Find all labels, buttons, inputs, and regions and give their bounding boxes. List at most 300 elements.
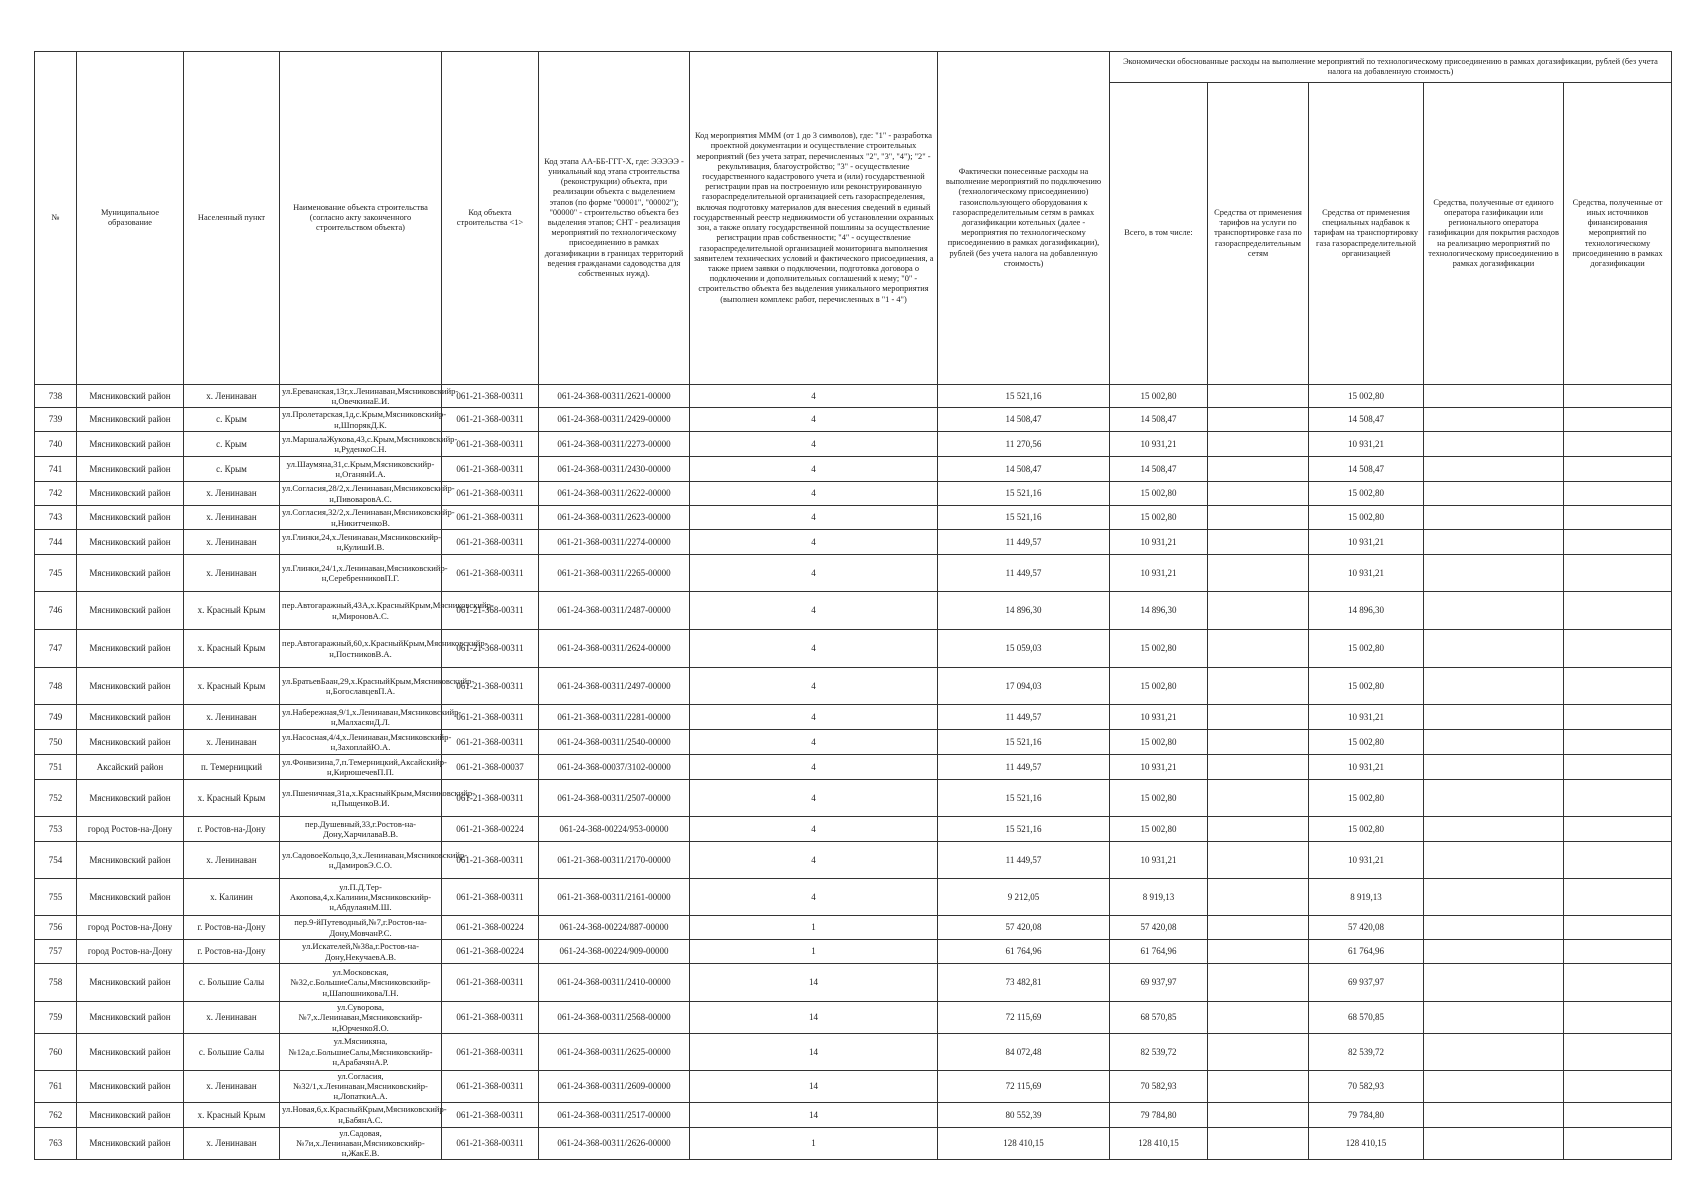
activity-code-cell: 4 <box>690 817 938 842</box>
table-row <box>35 817 1672 842</box>
object-name-cell: ул.Согласия,32/2,х.Ленинаван,Мясниковскийр-н,НикитченкоВ. <box>280 506 442 530</box>
costs-table <box>34 51 1672 1160</box>
settlement-cell: х. Ленинаван <box>184 730 280 755</box>
settlement-cell: г. Ростов-на-Дону <box>184 817 280 842</box>
operator-cell <box>1424 506 1564 530</box>
municipality-cell: Мясниковский район <box>77 555 184 592</box>
activity-code-cell: 1 <box>690 940 938 964</box>
settlement-cell: г. Ростов-на-Дону <box>184 916 280 940</box>
surcharge-cell: 128 410,15 <box>1309 1127 1424 1159</box>
stage-code-cell: 061-21-368-00311/2170-00000 <box>539 842 690 879</box>
row-number: 746 <box>35 592 77 630</box>
settlement-cell: х. Ленинаван <box>184 555 280 592</box>
total-cell: 15 002,80 <box>1110 385 1208 408</box>
operator-cell <box>1424 1127 1564 1159</box>
table-row <box>35 940 1672 964</box>
operator-cell <box>1424 842 1564 879</box>
operator-cell <box>1424 555 1564 592</box>
header-actual-costs: Фактически понесенные расходы на выполнение мероприятий по подключению (технологическому присоединению) газоиспользующего оборудования к газораспределительным сетям в рамках догазификации котельных (далее - мероприятия по технологическому присоединению в рамках догазификации), рублей (без учета налога на добавленную стоимость) <box>938 52 1110 385</box>
activity-code-cell: 4 <box>690 592 938 630</box>
activity-code-cell: 4 <box>690 506 938 530</box>
surcharge-cell: 14 508,47 <box>1309 408 1424 432</box>
other-cell <box>1564 457 1672 482</box>
row-number: 744 <box>35 530 77 555</box>
object-code-cell: 061-21-368-00311 <box>442 1002 539 1034</box>
operator-cell <box>1424 916 1564 940</box>
object-name-cell: ул.Фонвизина,7,п.Темерницкий,Аксайскийр-н,КирюшечевП.П. <box>280 755 442 780</box>
total-cell: 10 931,21 <box>1110 530 1208 555</box>
object-code-cell: 061-21-368-00224 <box>442 940 539 964</box>
actual-costs-cell: 11 449,57 <box>938 530 1110 555</box>
stage-code-cell: 061-21-368-00311/2281-00000 <box>539 705 690 730</box>
table-row <box>35 916 1672 940</box>
surcharge-cell: 61 764,96 <box>1309 940 1424 964</box>
object-name-cell: ул.П.Д.Тер-Акопова,4,х.Калинин,Мясниковскийр-н,АбдулаянМ.Ш. <box>280 879 442 916</box>
settlement-cell: х. Красный Крым <box>184 668 280 705</box>
tariff-cell <box>1208 780 1309 817</box>
stage-code-cell: 061-24-368-00311/2621-00000 <box>539 385 690 408</box>
surcharge-cell: 15 002,80 <box>1309 817 1424 842</box>
header-activity-code: Код мероприятия МММ (от 1 до 3 символов), где: "1" - разработка проектной документации и осуществление строительных мероприятий (без учета затрат, перечисленных "2", "3", "4"); "2" - рекультивация, благоустройство; "3" - осуществление государственного кадастрового учета и (или) государственной регистрации прав на построенную или реконструированную газораспределительной организацией сеть газораспределения, включая подготовку материалов для внесения сведений в единый государственный реестр недвижимости об установлении охранных зон, а также оплату государственной пошлины за осуществление регистрации прав собственности; "4" - осуществление газораспределительной организацией мониторинга выполнения заявителем технических условий и фактического присоединения, а также прием заявки о подключении, подготовка договора о подключении и дополнительных соглашений к нему; "0" - строительство объекта без выделения уникального мероприятия (выполнен комплекс работ, перечисленных в "1 - 4") <box>690 52 938 385</box>
stage-code-cell: 061-24-368-00311/2568-00000 <box>539 1002 690 1034</box>
object-code-cell: 061-21-368-00224 <box>442 916 539 940</box>
activity-code-cell: 14 <box>690 1002 938 1034</box>
object-code-cell: 061-21-368-00311 <box>442 482 539 506</box>
row-number: 753 <box>35 817 77 842</box>
operator-cell <box>1424 482 1564 506</box>
table-row <box>35 592 1672 630</box>
surcharge-cell: 15 002,80 <box>1309 506 1424 530</box>
header-stage-code: Код этапа АА-ББ-ГГГ-Х, где: ЭЭЭЭЭ - уникальный код этапа строительства (реконструкции) объекта, при реализации объекта с выделением этапов (по форме "00001", "00002"); "00000" - строительство объекта без выделения этапов; СНТ - реализация мероприятий по технологическому присоединению в рамках догазификации в границах территорий ведения гражданами садоводства для собственных нужд). <box>539 52 690 385</box>
tariff-cell <box>1208 457 1309 482</box>
actual-costs-cell: 128 410,15 <box>938 1127 1110 1159</box>
settlement-cell: с. Большие Салы <box>184 964 280 1002</box>
operator-cell <box>1424 1002 1564 1034</box>
surcharge-cell: 14 896,30 <box>1309 592 1424 630</box>
header-object-code: Код объекта строительства <1> <box>442 52 539 385</box>
table-row <box>35 1002 1672 1034</box>
operator-cell <box>1424 592 1564 630</box>
table-row <box>35 1102 1672 1127</box>
other-cell <box>1564 817 1672 842</box>
table-row <box>35 432 1672 457</box>
tariff-cell <box>1208 879 1309 916</box>
total-cell: 15 002,80 <box>1110 730 1208 755</box>
actual-costs-cell: 72 115,69 <box>938 1002 1110 1034</box>
object-name-cell: пер.Автогаражный,43А,х.КрасныйКрым,Мясниковскийр-н,МироновА.С. <box>280 592 442 630</box>
tariff-cell <box>1208 964 1309 1002</box>
other-cell <box>1564 506 1672 530</box>
row-number: 760 <box>35 1033 77 1070</box>
object-name-cell: ул.Согласия,28/2,х.Ленинаван,Мясниковскийр-н,ПивоваровА.С. <box>280 482 442 506</box>
tariff-cell <box>1208 482 1309 506</box>
surcharge-cell: 57 420,08 <box>1309 916 1424 940</box>
activity-code-cell: 1 <box>690 1127 938 1159</box>
row-number: 761 <box>35 1070 77 1102</box>
municipality-cell: город Ростов-на-Дону <box>77 940 184 964</box>
surcharge-cell: 10 931,21 <box>1309 705 1424 730</box>
tariff-cell <box>1208 385 1309 408</box>
surcharge-cell: 10 931,21 <box>1309 530 1424 555</box>
total-cell: 10 931,21 <box>1110 432 1208 457</box>
total-cell: 15 002,80 <box>1110 482 1208 506</box>
table-row <box>35 780 1672 817</box>
activity-code-cell: 14 <box>690 964 938 1002</box>
object-name-cell: ул.Садовая,№7и,х.Ленинаван,Мясниковскийр-н,ЖакЕ.В. <box>280 1127 442 1159</box>
row-number: 748 <box>35 668 77 705</box>
stage-code-cell: 061-24-368-00311/2429-00000 <box>539 408 690 432</box>
object-name-cell: пер.Автогаражный,60,х.КрасныйКрым,Мясниковскийр-н,ПостниковВ.А. <box>280 630 442 668</box>
tariff-cell <box>1208 630 1309 668</box>
table-row <box>35 1033 1672 1070</box>
surcharge-cell: 15 002,80 <box>1309 630 1424 668</box>
surcharge-cell: 8 919,13 <box>1309 879 1424 916</box>
operator-cell <box>1424 780 1564 817</box>
object-code-cell: 061-21-368-00311 <box>442 705 539 730</box>
actual-costs-cell: 14 508,47 <box>938 457 1110 482</box>
settlement-cell: х. Красный Крым <box>184 592 280 630</box>
row-number: 749 <box>35 705 77 730</box>
tariff-cell <box>1208 842 1309 879</box>
object-code-cell: 061-21-368-00311 <box>442 1033 539 1070</box>
table-row <box>35 964 1672 1002</box>
municipality-cell: Мясниковский район <box>77 1102 184 1127</box>
actual-costs-cell: 57 420,08 <box>938 916 1110 940</box>
table-row <box>35 1127 1672 1159</box>
row-number: 756 <box>35 916 77 940</box>
surcharge-cell: 15 002,80 <box>1309 668 1424 705</box>
row-number: 751 <box>35 755 77 780</box>
row-number: 739 <box>35 408 77 432</box>
surcharge-cell: 79 784,80 <box>1309 1102 1424 1127</box>
actual-costs-cell: 15 059,03 <box>938 630 1110 668</box>
operator-cell <box>1424 1070 1564 1102</box>
header-object-name: Наименование объекта строительства (согласно акту законченного строительством объекта) <box>280 52 442 385</box>
operator-cell <box>1424 668 1564 705</box>
other-cell <box>1564 755 1672 780</box>
total-cell: 10 931,21 <box>1110 755 1208 780</box>
tariff-cell <box>1208 1102 1309 1127</box>
municipality-cell: Мясниковский район <box>77 1070 184 1102</box>
total-cell: 10 931,21 <box>1110 705 1208 730</box>
row-number: 741 <box>35 457 77 482</box>
object-name-cell: ул.Новая,6,х.КрасныйКрым,Мясниковскийр-н,БабянА.С. <box>280 1102 442 1127</box>
object-code-cell: 061-21-368-00311 <box>442 530 539 555</box>
row-number: 743 <box>35 506 77 530</box>
object-code-cell: 061-21-368-00311 <box>442 780 539 817</box>
other-cell <box>1564 630 1672 668</box>
operator-cell <box>1424 530 1564 555</box>
stage-code-cell: 061-21-368-00311/2265-00000 <box>539 555 690 592</box>
municipality-cell: Мясниковский район <box>77 879 184 916</box>
activity-code-cell: 4 <box>690 482 938 506</box>
object-name-cell: ул.Шаумяна,31,с.Крым,Мясниковскийр-н,ОганянИ.А. <box>280 457 442 482</box>
row-number: 754 <box>35 842 77 879</box>
total-cell: 128 410,15 <box>1110 1127 1208 1159</box>
stage-code-cell: 061-24-368-00311/2622-00000 <box>539 482 690 506</box>
total-cell: 8 919,13 <box>1110 879 1208 916</box>
surcharge-cell: 10 931,21 <box>1309 755 1424 780</box>
actual-costs-cell: 84 072,48 <box>938 1033 1110 1070</box>
activity-code-cell: 1 <box>690 916 938 940</box>
object-name-cell: ул.МаршалаЖукова,43,с.Крым,Мясниковскийр-н,РуденкоС.Н. <box>280 432 442 457</box>
table-row <box>35 1070 1672 1102</box>
stage-code-cell: 061-24-368-00311/2623-00000 <box>539 506 690 530</box>
settlement-cell: с. Крым <box>184 432 280 457</box>
settlement-cell: х. Красный Крым <box>184 630 280 668</box>
table-row <box>35 408 1672 432</box>
total-cell: 57 420,08 <box>1110 916 1208 940</box>
other-cell <box>1564 385 1672 408</box>
table-row <box>35 506 1672 530</box>
object-code-cell: 061-21-368-00311 <box>442 1127 539 1159</box>
municipality-cell: город Ростов-на-Дону <box>77 916 184 940</box>
settlement-cell: п. Темерницкий <box>184 755 280 780</box>
header-total: Всего, в том числе: <box>1110 83 1208 385</box>
stage-code-cell: 061-24-368-00311/2540-00000 <box>539 730 690 755</box>
stage-code-cell: 061-24-368-00311/2609-00000 <box>539 1070 690 1102</box>
other-cell <box>1564 780 1672 817</box>
stage-code-cell: 061-24-368-00311/2625-00000 <box>539 1033 690 1070</box>
settlement-cell: х. Ленинаван <box>184 385 280 408</box>
object-code-cell: 061-21-368-00224 <box>442 817 539 842</box>
total-cell: 15 002,80 <box>1110 817 1208 842</box>
actual-costs-cell: 14 896,30 <box>938 592 1110 630</box>
actual-costs-cell: 11 449,57 <box>938 755 1110 780</box>
row-number: 752 <box>35 780 77 817</box>
object-name-cell: ул.БратьевБаан,29,х.КрасныйКрым,Мясниковскийр-н,БогославцевП.А. <box>280 668 442 705</box>
table-row <box>35 842 1672 879</box>
other-cell <box>1564 842 1672 879</box>
operator-cell <box>1424 630 1564 668</box>
activity-code-cell: 4 <box>690 755 938 780</box>
actual-costs-cell: 80 552,39 <box>938 1102 1110 1127</box>
other-cell <box>1564 705 1672 730</box>
total-cell: 15 002,80 <box>1110 780 1208 817</box>
municipality-cell: Мясниковский район <box>77 385 184 408</box>
municipality-cell: Мясниковский район <box>77 705 184 730</box>
settlement-cell: х. Калинин <box>184 879 280 916</box>
stage-code-cell: 061-24-368-00224/909-00000 <box>539 940 690 964</box>
stage-code-cell: 061-24-368-00311/2517-00000 <box>539 1102 690 1127</box>
object-code-cell: 061-21-368-00311 <box>442 408 539 432</box>
other-cell <box>1564 555 1672 592</box>
row-number: 738 <box>35 385 77 408</box>
object-code-cell: 061-21-368-00037 <box>442 755 539 780</box>
stage-code-cell: 061-24-368-00037/3102-00000 <box>539 755 690 780</box>
object-name-cell: ул.Искателей,№38а,г.Ростов-на-Дону,НекучаевА.В. <box>280 940 442 964</box>
other-cell <box>1564 432 1672 457</box>
other-cell <box>1564 668 1672 705</box>
object-code-cell: 061-21-368-00311 <box>442 1102 539 1127</box>
operator-cell <box>1424 1102 1564 1127</box>
operator-cell <box>1424 879 1564 916</box>
header-other: Средства, полученные от иных источников финансирования мероприятий по технологическому присоединению в рамках догазификации <box>1564 83 1672 385</box>
total-cell: 14 896,30 <box>1110 592 1208 630</box>
tariff-cell <box>1208 555 1309 592</box>
settlement-cell: с. Крым <box>184 457 280 482</box>
settlement-cell: г. Ростов-на-Дону <box>184 940 280 964</box>
tariff-cell <box>1208 1070 1309 1102</box>
stage-code-cell: 061-24-368-00224/953-00000 <box>539 817 690 842</box>
object-code-cell: 061-21-368-00311 <box>442 432 539 457</box>
activity-code-cell: 4 <box>690 705 938 730</box>
municipality-cell: Мясниковский район <box>77 630 184 668</box>
tariff-cell <box>1208 530 1309 555</box>
object-code-cell: 061-21-368-00311 <box>442 555 539 592</box>
other-cell <box>1564 408 1672 432</box>
settlement-cell: х. Ленинаван <box>184 705 280 730</box>
other-cell <box>1564 1002 1672 1034</box>
row-number: 763 <box>35 1127 77 1159</box>
stage-code-cell: 061-21-368-00311/2274-00000 <box>539 530 690 555</box>
activity-code-cell: 4 <box>690 385 938 408</box>
table-row <box>35 755 1672 780</box>
actual-costs-cell: 17 094,03 <box>938 668 1110 705</box>
municipality-cell: Мясниковский район <box>77 780 184 817</box>
tariff-cell <box>1208 592 1309 630</box>
settlement-cell: х. Красный Крым <box>184 780 280 817</box>
operator-cell <box>1424 408 1564 432</box>
row-number: 757 <box>35 940 77 964</box>
activity-code-cell: 4 <box>690 842 938 879</box>
stage-code-cell: 061-24-368-00311/2430-00000 <box>539 457 690 482</box>
stage-code-cell: 061-24-368-00311/2487-00000 <box>539 592 690 630</box>
activity-code-cell: 14 <box>690 1070 938 1102</box>
header-no: № <box>35 52 77 385</box>
table-body <box>35 385 1672 1160</box>
other-cell <box>1564 530 1672 555</box>
municipality-cell: Аксайский район <box>77 755 184 780</box>
table-row <box>35 385 1672 408</box>
operator-cell <box>1424 730 1564 755</box>
total-cell: 14 508,47 <box>1110 457 1208 482</box>
surcharge-cell: 10 931,21 <box>1309 842 1424 879</box>
tariff-cell <box>1208 916 1309 940</box>
municipality-cell: Мясниковский район <box>77 668 184 705</box>
actual-costs-cell: 72 115,69 <box>938 1070 1110 1102</box>
activity-code-cell: 4 <box>690 530 938 555</box>
total-cell: 10 931,21 <box>1110 555 1208 592</box>
other-cell <box>1564 940 1672 964</box>
header-economic-group: Экономически обоснованные расходы на выполнение мероприятий по технологическому присоединению в рамках догазификации, рублей (без учета налога на добавленную стоимость) <box>1110 52 1672 83</box>
table-row <box>35 730 1672 755</box>
object-name-cell: ул.Пшеничная,31а,х.КрасныйКрым,Мясниковскийр-н,ПыщенкоВ.И. <box>280 780 442 817</box>
table-row <box>35 555 1672 592</box>
settlement-cell: с. Большие Салы <box>184 1033 280 1070</box>
table-row <box>35 482 1672 506</box>
stage-code-cell: 061-24-368-00311/2626-00000 <box>539 1127 690 1159</box>
object-name-cell: ул.Глинки,24,х.Ленинаван,Мясниковскийр-н,КулишИ.В. <box>280 530 442 555</box>
actual-costs-cell: 11 449,57 <box>938 555 1110 592</box>
header-municipality: Муниципальное образование <box>77 52 184 385</box>
operator-cell <box>1424 817 1564 842</box>
table-header <box>35 52 1672 385</box>
object-code-cell: 061-21-368-00311 <box>442 592 539 630</box>
activity-code-cell: 14 <box>690 1102 938 1127</box>
municipality-cell: Мясниковский район <box>77 408 184 432</box>
object-code-cell: 061-21-368-00311 <box>442 1070 539 1102</box>
object-name-cell: ул.Московская,№32,с.БольшиеСалы,Мясниковскийр-н,ШапошниковаЛ.Н. <box>280 964 442 1002</box>
object-name-cell: ул.Суворова,№7,х.Ленинаван,Мясниковскийр-н,ЮрченкоЯ.О. <box>280 1002 442 1034</box>
other-cell <box>1564 879 1672 916</box>
tariff-cell <box>1208 730 1309 755</box>
activity-code-cell: 14 <box>690 1033 938 1070</box>
activity-code-cell: 4 <box>690 457 938 482</box>
operator-cell <box>1424 432 1564 457</box>
municipality-cell: Мясниковский район <box>77 432 184 457</box>
operator-cell <box>1424 385 1564 408</box>
settlement-cell: х. Ленинаван <box>184 506 280 530</box>
header-settlement: Населенный пункт <box>184 52 280 385</box>
object-code-cell: 061-21-368-00311 <box>442 385 539 408</box>
actual-costs-cell: 11 449,57 <box>938 705 1110 730</box>
header-operator: Средства, полученные от единого оператора газификации или регионального оператора газификации для покрытия расходов на реализацию мероприятий по технологическому присоединению в рамках догазификации <box>1424 83 1564 385</box>
surcharge-cell: 15 002,80 <box>1309 780 1424 817</box>
surcharge-cell: 69 937,97 <box>1309 964 1424 1002</box>
settlement-cell: х. Ленинаван <box>184 842 280 879</box>
object-name-cell: ул.Согласия,№32/1,х.Ленинаван,Мясниковскийр-н,ЛопаткиА.А. <box>280 1070 442 1102</box>
stage-code-cell: 061-24-368-00311/2410-00000 <box>539 964 690 1002</box>
actual-costs-cell: 11 270,56 <box>938 432 1110 457</box>
surcharge-cell: 68 570,85 <box>1309 1002 1424 1034</box>
municipality-cell: Мясниковский район <box>77 964 184 1002</box>
object-code-cell: 061-21-368-00311 <box>442 964 539 1002</box>
actual-costs-cell: 61 764,96 <box>938 940 1110 964</box>
other-cell <box>1564 1070 1672 1102</box>
object-name-cell: пер.9-йПутеводный,№7,г.Ростов-на-Дону,МовчанР.С. <box>280 916 442 940</box>
municipality-cell: Мясниковский район <box>77 1033 184 1070</box>
actual-costs-cell: 15 521,16 <box>938 385 1110 408</box>
actual-costs-cell: 9 212,05 <box>938 879 1110 916</box>
municipality-cell: Мясниковский район <box>77 842 184 879</box>
municipality-cell: город Ростов-на-Дону <box>77 817 184 842</box>
actual-costs-cell: 15 521,16 <box>938 482 1110 506</box>
tariff-cell <box>1208 506 1309 530</box>
activity-code-cell: 4 <box>690 668 938 705</box>
activity-code-cell: 4 <box>690 780 938 817</box>
settlement-cell: с. Крым <box>184 408 280 432</box>
total-cell: 69 937,97 <box>1110 964 1208 1002</box>
object-name-cell: пер.Душевный,33,г.Ростов-на-Дону,ХарчилаваВ.В. <box>280 817 442 842</box>
object-name-cell: ул.СадовоеКольцо,3,х.Ленинаван,Мясниковскийр-н,ДамировЭ.С.О. <box>280 842 442 879</box>
operator-cell <box>1424 457 1564 482</box>
row-number: 750 <box>35 730 77 755</box>
municipality-cell: Мясниковский район <box>77 592 184 630</box>
actual-costs-cell: 15 521,16 <box>938 730 1110 755</box>
operator-cell <box>1424 1033 1564 1070</box>
object-name-cell: ул.Насосная,4/4,х.Ленинаван,Мясниковскийр-н,ЗахоплайЮ.А. <box>280 730 442 755</box>
object-name-cell: ул.Мясникяна,№12а,с.БольшиеСалы,Мясниковскийр-н,АрабачянА.Р. <box>280 1033 442 1070</box>
actual-costs-cell: 15 521,16 <box>938 780 1110 817</box>
row-number: 755 <box>35 879 77 916</box>
row-number: 745 <box>35 555 77 592</box>
municipality-cell: Мясниковский район <box>77 506 184 530</box>
operator-cell <box>1424 940 1564 964</box>
surcharge-cell: 82 539,72 <box>1309 1033 1424 1070</box>
actual-costs-cell: 15 521,16 <box>938 506 1110 530</box>
other-cell <box>1564 1102 1672 1127</box>
tariff-cell <box>1208 705 1309 730</box>
surcharge-cell: 15 002,80 <box>1309 385 1424 408</box>
total-cell: 79 784,80 <box>1110 1102 1208 1127</box>
object-name-cell: ул.Набережная,9/1,х.Ленинаван,Мясниковскийр-н,МалхасянД.Л. <box>280 705 442 730</box>
tariff-cell <box>1208 755 1309 780</box>
settlement-cell: х. Ленинаван <box>184 482 280 506</box>
tariff-cell <box>1208 408 1309 432</box>
municipality-cell: Мясниковский район <box>77 457 184 482</box>
row-number: 762 <box>35 1102 77 1127</box>
